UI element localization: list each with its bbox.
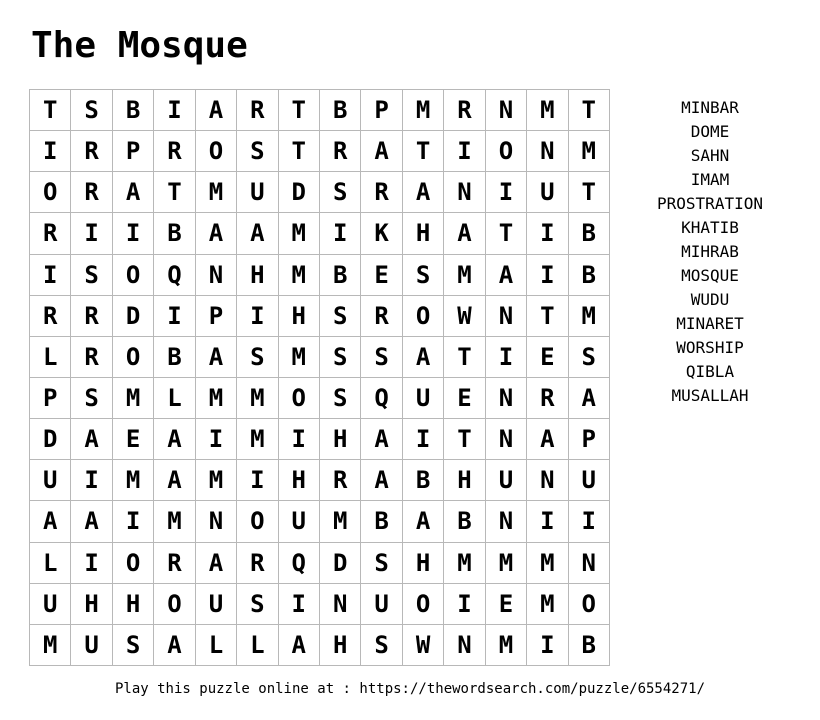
grid-cell[interactable]: T (403, 131, 444, 172)
grid-cell[interactable]: A (71, 419, 112, 460)
grid-cell[interactable]: A (486, 255, 527, 296)
grid-cell[interactable]: P (196, 296, 237, 337)
grid-cell[interactable]: A (237, 213, 278, 254)
grid-cell[interactable]: S (237, 131, 278, 172)
word-list-item: MUSALLAH (671, 386, 749, 405)
grid-cell[interactable]: R (71, 337, 112, 378)
grid-cell[interactable]: U (71, 625, 112, 666)
grid-cell[interactable]: I (71, 543, 112, 584)
grid-cell[interactable]: B (569, 255, 610, 296)
grid-cell[interactable]: U (569, 460, 610, 501)
grid-cell[interactable]: I (30, 255, 71, 296)
grid-cell[interactable]: O (403, 584, 444, 625)
grid-cell[interactable]: I (279, 419, 320, 460)
grid-cell[interactable]: M (527, 584, 568, 625)
grid-cell[interactable]: B (403, 460, 444, 501)
grid-cell[interactable]: T (569, 90, 610, 131)
grid-cell[interactable]: M (113, 378, 154, 419)
grid-cell[interactable]: A (403, 172, 444, 213)
grid-cell[interactable]: S (71, 255, 112, 296)
grid-cell[interactable]: N (527, 460, 568, 501)
word-list-item: MOSQUE (681, 266, 739, 285)
grid-cell[interactable]: S (361, 337, 402, 378)
grid-cell[interactable]: I (527, 255, 568, 296)
grid-cell[interactable]: H (113, 584, 154, 625)
word-list-item: IMAM (690, 170, 730, 189)
grid-cell[interactable]: A (403, 337, 444, 378)
grid-cell[interactable]: A (71, 501, 112, 542)
grid-cell[interactable]: U (279, 501, 320, 542)
grid-cell[interactable]: A (527, 419, 568, 460)
grid-cell[interactable]: R (71, 131, 112, 172)
grid-cell[interactable]: S (237, 337, 278, 378)
grid-cell[interactable]: M (527, 543, 568, 584)
grid-cell[interactable]: R (30, 296, 71, 337)
grid-cell[interactable]: L (30, 543, 71, 584)
word-list-item: MIHRAB (681, 242, 739, 261)
grid-cell[interactable]: E (486, 584, 527, 625)
grid-cell[interactable]: N (527, 131, 568, 172)
word-list-item: MINARET (676, 314, 744, 333)
grid-cell[interactable]: A (361, 131, 402, 172)
grid-cell[interactable]: I (71, 460, 112, 501)
grid-cell[interactable]: R (361, 296, 402, 337)
grid-cell[interactable]: U (237, 172, 278, 213)
grid-cell[interactable]: I (527, 501, 568, 542)
word-list-item: QIBLA (685, 362, 735, 381)
grid-cell[interactable]: I (403, 419, 444, 460)
grid-cell[interactable]: R (320, 460, 361, 501)
grid-cell[interactable]: I (154, 296, 195, 337)
grid-cell[interactable]: U (361, 584, 402, 625)
grid-cell[interactable]: O (486, 131, 527, 172)
grid-cell[interactable]: N (569, 543, 610, 584)
grid-cell[interactable]: E (113, 419, 154, 460)
grid-cell[interactable]: P (569, 419, 610, 460)
grid-cell[interactable]: H (403, 543, 444, 584)
puzzle-title: The Mosque (31, 25, 248, 66)
grid-cell[interactable]: M (527, 90, 568, 131)
grid-cell[interactable]: B (320, 90, 361, 131)
grid-cell[interactable]: B (569, 625, 610, 666)
grid-cell[interactable]: M (320, 501, 361, 542)
grid-cell[interactable]: U (403, 378, 444, 419)
grid-cell[interactable]: K (361, 213, 402, 254)
grid-cell[interactable]: S (113, 625, 154, 666)
grid-cell[interactable]: W (444, 296, 485, 337)
grid-cell[interactable]: R (320, 131, 361, 172)
grid-cell[interactable]: O (196, 131, 237, 172)
grid-cell[interactable]: R (30, 213, 71, 254)
grid-cell[interactable]: R (237, 543, 278, 584)
grid-cell[interactable]: I (320, 213, 361, 254)
grid-cell[interactable]: A (154, 625, 195, 666)
grid-cell[interactable]: I (527, 625, 568, 666)
grid-cell[interactable]: O (113, 337, 154, 378)
grid-cell[interactable]: A (196, 213, 237, 254)
grid-cell[interactable]: I (196, 419, 237, 460)
grid-cell[interactable]: L (154, 378, 195, 419)
grid-cell[interactable]: M (30, 625, 71, 666)
grid-cell[interactable]: Q (361, 378, 402, 419)
grid-cell[interactable]: R (361, 172, 402, 213)
grid-cell[interactable]: T (569, 172, 610, 213)
grid-cell[interactable]: U (196, 584, 237, 625)
grid-cell[interactable]: R (71, 296, 112, 337)
grid-cell[interactable]: U (527, 172, 568, 213)
grid-cell[interactable]: N (486, 501, 527, 542)
grid-cell[interactable]: O (113, 543, 154, 584)
grid-cell[interactable]: B (569, 213, 610, 254)
grid-cell[interactable]: M (196, 172, 237, 213)
grid-cell[interactable]: A (444, 213, 485, 254)
letter-grid (29, 89, 610, 666)
grid-cell[interactable]: S (361, 625, 402, 666)
grid-cell[interactable]: I (486, 172, 527, 213)
grid-cell[interactable]: I (237, 460, 278, 501)
grid-cell[interactable]: T (154, 172, 195, 213)
grid-cell[interactable]: H (320, 625, 361, 666)
grid-cell[interactable]: R (527, 378, 568, 419)
grid-cell[interactable]: N (486, 419, 527, 460)
grid-cell[interactable]: O (237, 501, 278, 542)
grid-cell[interactable]: H (444, 460, 485, 501)
grid-cell[interactable]: E (361, 255, 402, 296)
grid-cell[interactable]: H (279, 460, 320, 501)
grid-cell[interactable]: S (320, 337, 361, 378)
grid-cell[interactable]: D (113, 296, 154, 337)
grid-cell[interactable]: N (320, 584, 361, 625)
grid-cell[interactable]: I (527, 213, 568, 254)
grid-cell[interactable]: S (320, 378, 361, 419)
grid-cell[interactable]: B (154, 213, 195, 254)
word-list-item: WUDU (690, 290, 730, 309)
grid-cell[interactable]: A (30, 501, 71, 542)
grid-cell[interactable]: O (403, 296, 444, 337)
grid-cell[interactable]: I (30, 131, 71, 172)
grid-cell[interactable]: A (279, 625, 320, 666)
grid-cell[interactable]: M (486, 543, 527, 584)
grid-cell[interactable]: S (237, 584, 278, 625)
play-online-link[interactable]: Play this puzzle online at : https://thewordsearch.com/puzzle/6554271/ (114, 681, 705, 697)
word-list-item: WORSHIP (676, 338, 744, 357)
grid-cell[interactable]: I (569, 501, 610, 542)
grid-cell[interactable]: A (154, 419, 195, 460)
grid-cell[interactable]: L (237, 625, 278, 666)
grid-cell[interactable]: E (527, 337, 568, 378)
grid-cell[interactable]: O (154, 584, 195, 625)
grid-cell[interactable]: B (320, 255, 361, 296)
grid-cell[interactable]: D (320, 543, 361, 584)
grid-cell[interactable]: P (361, 90, 402, 131)
grid-cell[interactable]: M (569, 296, 610, 337)
grid-cell[interactable]: M (113, 460, 154, 501)
grid-cell[interactable]: A (196, 543, 237, 584)
grid-cell[interactable]: N (196, 501, 237, 542)
word-list-item: SAHN (690, 146, 730, 165)
grid-cell[interactable]: N (486, 378, 527, 419)
grid-cell[interactable]: M (444, 543, 485, 584)
grid-cell[interactable]: B (361, 501, 402, 542)
grid-cell[interactable]: A (569, 378, 610, 419)
word-list-item: PROSTRATION (657, 194, 763, 213)
grid-cell[interactable]: U (30, 460, 71, 501)
grid-cell[interactable]: B (154, 337, 195, 378)
grid-cell[interactable]: I (113, 501, 154, 542)
grid-cell[interactable]: I (444, 131, 485, 172)
grid-cell[interactable]: T (279, 90, 320, 131)
word-list (640, 96, 780, 408)
grid-cell[interactable]: R (154, 131, 195, 172)
grid-cell[interactable]: R (237, 90, 278, 131)
grid-cell[interactable]: I (154, 90, 195, 131)
grid-cell[interactable]: A (196, 337, 237, 378)
grid-cell[interactable]: O (279, 378, 320, 419)
grid-cell[interactable]: L (196, 625, 237, 666)
grid-cell[interactable]: M (569, 131, 610, 172)
grid-cell[interactable]: B (113, 90, 154, 131)
grid-cell[interactable]: M (237, 419, 278, 460)
grid-cell[interactable]: S (71, 90, 112, 131)
grid-cell[interactable]: M (486, 625, 527, 666)
grid-cell[interactable]: S (320, 296, 361, 337)
grid-cell[interactable]: N (444, 625, 485, 666)
grid-cell[interactable]: N (444, 172, 485, 213)
grid-cell[interactable]: M (279, 213, 320, 254)
grid-cell[interactable]: H (320, 419, 361, 460)
grid-cell[interactable]: A (154, 460, 195, 501)
grid-cell[interactable]: O (569, 584, 610, 625)
grid-cell[interactable]: S (403, 255, 444, 296)
grid-cell[interactable]: R (154, 543, 195, 584)
grid-cell[interactable]: N (196, 255, 237, 296)
grid-cell[interactable]: M (154, 501, 195, 542)
grid-cell[interactable]: H (71, 584, 112, 625)
grid-cell[interactable]: H (403, 213, 444, 254)
grid-cell[interactable]: S (71, 378, 112, 419)
grid-cell[interactable]: M (279, 255, 320, 296)
grid-cell[interactable]: N (486, 90, 527, 131)
grid-cell[interactable]: N (486, 296, 527, 337)
grid-cell[interactable]: T (279, 131, 320, 172)
grid-cell[interactable]: R (71, 172, 112, 213)
grid-cell[interactable]: I (71, 213, 112, 254)
grid-cell[interactable]: I (279, 584, 320, 625)
grid-cell[interactable]: W (403, 625, 444, 666)
grid-cell[interactable]: B (444, 501, 485, 542)
grid-cell[interactable]: M (196, 460, 237, 501)
word-list-item: KHATIB (681, 218, 739, 237)
grid-cell[interactable]: M (279, 337, 320, 378)
grid-cell[interactable]: A (403, 501, 444, 542)
grid-cell[interactable]: M (403, 90, 444, 131)
grid-cell[interactable]: P (113, 131, 154, 172)
grid-cell[interactable]: S (569, 337, 610, 378)
grid-cell[interactable]: I (113, 213, 154, 254)
grid-cell[interactable]: S (320, 172, 361, 213)
grid-cell[interactable]: L (30, 337, 71, 378)
grid-cell[interactable]: T (444, 419, 485, 460)
grid-cell[interactable]: U (486, 460, 527, 501)
grid-cell[interactable]: A (361, 460, 402, 501)
grid-cell[interactable]: R (444, 90, 485, 131)
grid-cell[interactable]: M (237, 378, 278, 419)
grid-cell[interactable]: T (444, 337, 485, 378)
grid-cell[interactable]: H (237, 255, 278, 296)
word-list-item: MINBAR (681, 98, 739, 117)
grid-cell[interactable]: E (444, 378, 485, 419)
grid-cell[interactable]: O (30, 172, 71, 213)
grid-cell[interactable]: D (279, 172, 320, 213)
grid-cell[interactable]: S (361, 543, 402, 584)
grid-cell[interactable]: Q (154, 255, 195, 296)
grid-cell[interactable]: Q (279, 543, 320, 584)
grid-cell[interactable]: D (30, 419, 71, 460)
grid-cell[interactable]: I (444, 584, 485, 625)
grid-cell[interactable]: A (361, 419, 402, 460)
grid-cell[interactable]: I (237, 296, 278, 337)
grid-cell[interactable]: O (113, 255, 154, 296)
word-list-item: DOME (690, 122, 730, 141)
grid-cell[interactable]: P (30, 378, 71, 419)
grid-cell[interactable]: A (113, 172, 154, 213)
grid-cell[interactable]: U (30, 584, 71, 625)
grid-cell[interactable]: T (527, 296, 568, 337)
grid-cell[interactable]: H (279, 296, 320, 337)
grid-cell[interactable]: T (30, 90, 71, 131)
grid-cell[interactable]: I (486, 337, 527, 378)
grid-cell[interactable]: M (444, 255, 485, 296)
grid-cell[interactable]: T (486, 213, 527, 254)
grid-cell[interactable]: A (196, 90, 237, 131)
grid-cell[interactable]: M (196, 378, 237, 419)
